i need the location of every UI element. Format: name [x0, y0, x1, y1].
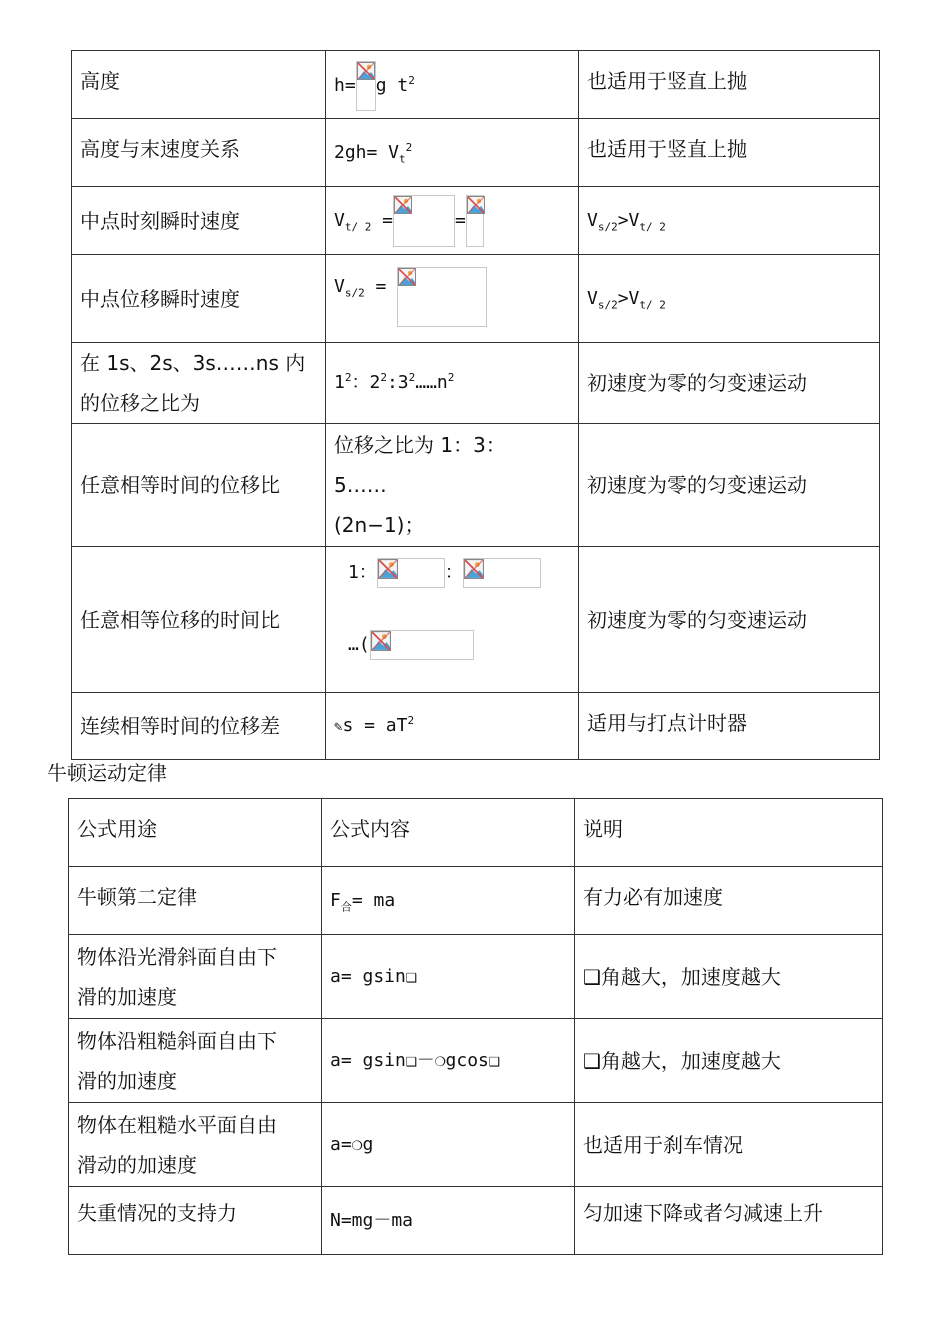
broken-image-icon [397, 267, 487, 327]
label-text: 中点时刻瞬时速度 [80, 208, 240, 233]
note-text: V [587, 209, 598, 231]
superscript: 2 [408, 74, 415, 87]
row-note [575, 935, 883, 1019]
note-text: 适用与打点计时器 [587, 711, 747, 735]
broken-image-icon [466, 195, 484, 247]
broken-image-icon [393, 195, 455, 247]
note-text: 初速度为零的匀变速运动 [587, 607, 807, 632]
row-formula [326, 693, 579, 760]
row-label [72, 693, 326, 760]
label-text: 物体沿粗糙斜面自由下 [77, 1028, 277, 1053]
formula-text: V [334, 276, 345, 297]
table-row [72, 693, 880, 760]
note-text: 也适用于竖直上抛 [587, 137, 747, 161]
subscript: t [399, 152, 406, 166]
table-header-row [69, 799, 883, 867]
header-text: 说明 [583, 817, 623, 841]
column-header [322, 799, 575, 867]
label-text: 高度 [80, 69, 120, 93]
row-label [72, 119, 326, 187]
formula-text: N=mg－ma [330, 1209, 414, 1231]
row-note [579, 693, 880, 760]
formula-text: 5…… [334, 473, 387, 497]
label-text: 物体沿光滑斜面自由下 [77, 944, 277, 969]
label-text: 滑的加速度 [77, 984, 177, 1009]
header-text: 公式用途 [77, 817, 157, 841]
superscript: 2 [407, 713, 415, 727]
row-label [72, 424, 326, 547]
row-formula [326, 343, 579, 424]
section-title: 牛顿运动定律 [47, 761, 167, 785]
subscript: s/2 [597, 220, 618, 234]
formula-text: = [364, 276, 398, 297]
note-text: 初速度为零的匀变速运动 [587, 371, 807, 395]
note-text: 也适用于竖直上抛 [587, 69, 747, 93]
row-note [575, 1019, 883, 1103]
row-label [69, 1187, 322, 1255]
table-row [69, 1019, 883, 1103]
column-header [69, 799, 322, 867]
broken-image-icon [377, 558, 445, 588]
dynamics-table [68, 798, 883, 1255]
row-formula [326, 255, 579, 343]
superscript: 2 [408, 371, 416, 384]
formula-text: F [330, 889, 341, 911]
superscript: 2 [405, 140, 413, 154]
row-formula [326, 424, 579, 547]
label-text: 中点位移瞬时速度 [80, 286, 240, 311]
formula-text: ……n [415, 372, 448, 393]
row-note [579, 343, 880, 424]
subscript: 合 [340, 900, 352, 914]
note-text: 匀加速下降或者匀减速上升 [583, 1201, 823, 1225]
note-text: 初速度为零的匀变速运动 [587, 473, 807, 497]
formula-text: 2gh= V [334, 141, 400, 163]
note-text: 有力必有加速度 [583, 885, 723, 909]
row-formula [326, 119, 579, 187]
broken-image-icon [356, 61, 376, 111]
row-note [575, 1103, 883, 1187]
label-text: 滑的加速度 [77, 1068, 177, 1093]
formula-text: :3 [386, 372, 409, 393]
label-text: 的位移之比为 [80, 391, 200, 415]
row-formula [326, 547, 579, 693]
subscript: s/2 [344, 286, 365, 300]
row-label [69, 935, 322, 1019]
table-row [72, 119, 880, 187]
formula-text: …( [348, 634, 370, 655]
subscript: t/ 2 [639, 298, 666, 312]
formula-text: ：2 [351, 372, 381, 393]
table-row [69, 867, 883, 935]
row-note [579, 424, 880, 547]
table-row [72, 255, 880, 343]
broken-image-icon [370, 630, 474, 660]
label-text: 任意相等时间的位移比 [80, 473, 280, 497]
note-text: >V [617, 209, 640, 231]
row-label [72, 187, 326, 255]
label-text: 滑动的加速度 [77, 1152, 197, 1177]
table-row [72, 187, 880, 255]
subscript: t/ 2 [639, 220, 666, 234]
formula-text: = [455, 209, 466, 231]
delta-symbol-icon: ✎ [334, 718, 343, 735]
formula-text: 1： [348, 562, 377, 583]
subscript: t/ 2 [344, 220, 372, 234]
note-text: 也适用于刹车情况 [583, 1132, 743, 1157]
table-row [69, 935, 883, 1019]
row-note [575, 1187, 883, 1255]
row-label [72, 343, 326, 424]
formula-text: ： [444, 562, 463, 583]
formula-text: s = aT [342, 714, 408, 736]
formula-text: a= gsin❑－❍gcos❑ [330, 1049, 500, 1071]
note-text: >V [617, 287, 640, 309]
table-row [69, 1187, 883, 1255]
row-label [72, 547, 326, 693]
table-row [72, 51, 880, 119]
label-text: 高度与末速度关系 [80, 137, 240, 161]
row-label [69, 1103, 322, 1187]
label-text: 任意相等位移的时间比 [80, 607, 280, 632]
formula-text: 位移之比为 1：3： [334, 433, 506, 457]
subscript: s/2 [597, 298, 618, 312]
column-header [575, 799, 883, 867]
row-formula [322, 1103, 575, 1187]
superscript: 2 [447, 371, 455, 384]
formula-text: h= [334, 75, 356, 96]
label-text: 牛顿第二定律 [77, 885, 197, 909]
row-note [579, 187, 880, 255]
formula-text: = ma [351, 889, 396, 911]
table-row [72, 343, 880, 424]
superscript: 2 [344, 371, 352, 384]
row-note [579, 547, 880, 693]
row-note [579, 255, 880, 343]
formula-text: g t [375, 75, 409, 96]
broken-image-icon [463, 558, 541, 588]
row-formula [326, 51, 579, 119]
table-row [72, 547, 880, 693]
note-text: ❑角越大，加速度越大 [583, 964, 781, 989]
header-text: 公式内容 [330, 817, 410, 841]
label-text: 连续相等时间的位移差 [80, 714, 280, 738]
row-formula [322, 867, 575, 935]
formula-text: V [334, 209, 345, 231]
formula-text: a=❍g [330, 1133, 374, 1155]
row-note [575, 867, 883, 935]
label-text: 在 1s、2s、3s……ns 内 [80, 351, 306, 375]
label-text: 失重情况的支持力 [77, 1201, 237, 1225]
row-label [72, 255, 326, 343]
row-note [579, 51, 880, 119]
row-formula [322, 1187, 575, 1255]
label-text: 物体在粗糙水平面自由 [77, 1112, 277, 1137]
note-text: ❑角越大，加速度越大 [583, 1048, 781, 1073]
row-formula [326, 187, 579, 255]
formula-text: (2n−1)； [334, 513, 425, 537]
formula-text: = [371, 209, 394, 231]
note-text: V [587, 287, 598, 309]
formula-text: a= gsin❑ [330, 965, 417, 987]
row-formula [322, 1019, 575, 1103]
table-row [69, 1103, 883, 1187]
superscript: 2 [380, 371, 387, 384]
row-label [69, 867, 322, 935]
row-formula [322, 935, 575, 1019]
table-row [72, 424, 880, 547]
kinematics-table [71, 50, 880, 760]
row-note [579, 119, 880, 187]
formula-text: 1 [334, 372, 345, 393]
row-label [72, 51, 326, 119]
row-label [69, 1019, 322, 1103]
